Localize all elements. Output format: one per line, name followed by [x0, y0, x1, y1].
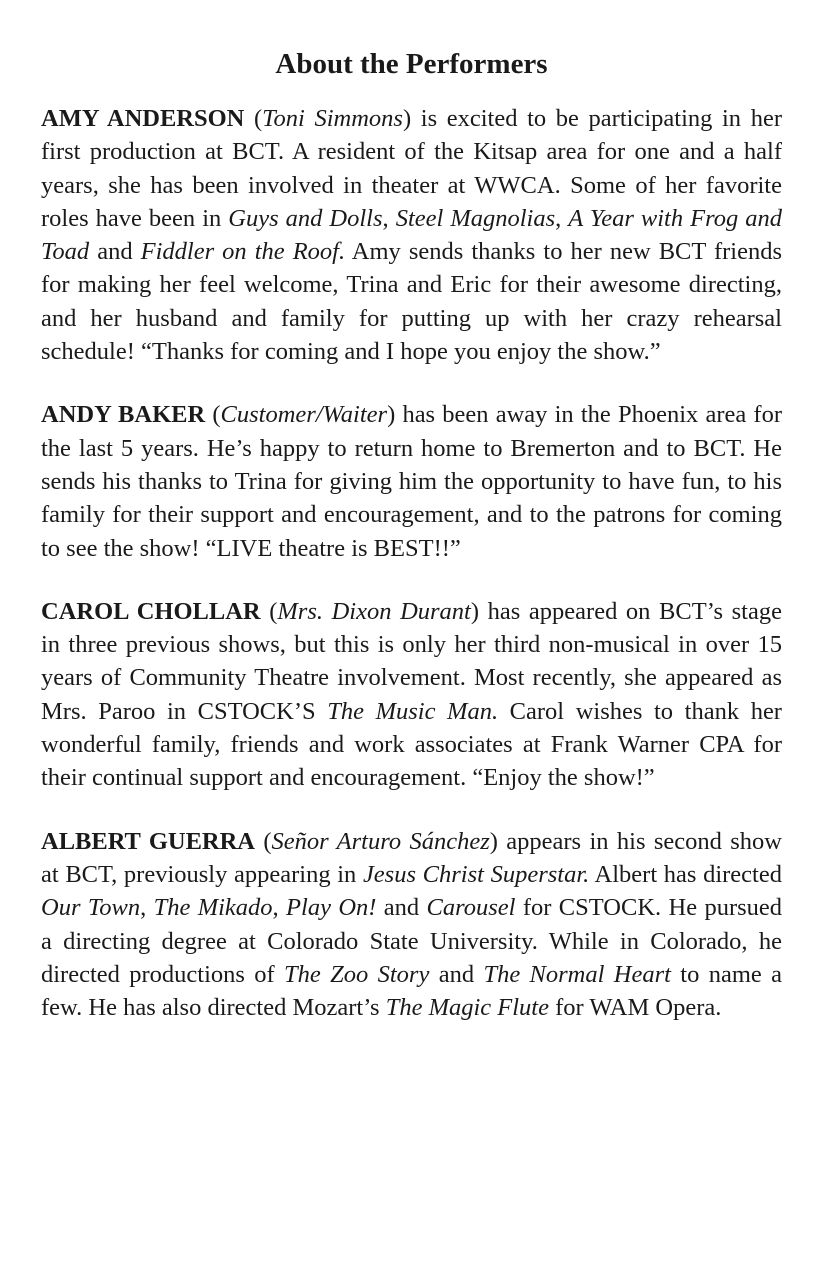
performer-bio: ALBERT GUERRA (Señor Arturo Sánchez) appears in his second show at BCT, previously appearing in Jesus Christ Superstar. Albert has directed Our Town, The Mikado, Play On! and Carousel for CSTOCK. He pursued a directing degree at Colorado State University. While in Colorado, he directed productions of The Zoo Story and The Normal Heart to name a few. He has also directed Mozart’s The Magic Flute for WAM Opera. [41, 827, 783, 1022]
work-title: The Zoo Story [284, 960, 430, 988]
performer-name: ANDY BAKER [41, 401, 206, 429]
bio-text: and [429, 960, 484, 988]
performer-role: Customer/Waiter [220, 401, 388, 429]
bio-text: Carol wishes to thank her wonderful family, friends and work associates at Frank Warner CPA for their continual support and encouragement. “Enjoy the show!” [41, 697, 782, 792]
bio-text: has been away in the Phoenix area for the last 5 years. He’s happy to return home to Bremerton and to BCT. He sends his thanks to Trina for giving him the opportunity to have fun, to his family for their support and encouragement, and to the patrons for coming to see the show! “LIVE theatre is BEST!!” [41, 401, 782, 562]
bio-text: is excited to be participating in her first production at BCT. A resident of the Kitsap area for one and a half years, she has been involved in theater at WWCA. Some of her favorite roles have been in [41, 105, 782, 232]
bio-text: Amy sends thanks to her new BCT friends for making her feel welcome, Trina and Eric for their awesome directing, and her husband and family for putting up with her crazy rehearsal schedule! “Thanks for coming and I hope you enjoy the show.” [41, 238, 782, 366]
performer-bio: ANDY BAKER (Customer/Waiter) has been away in the Phoenix area for the last 5 years. He’s happy to return home to Bremerton and to BCT. He sends his thanks to Trina for giving him the opportunity to have fun, to his family for their support and encouragement, and to the patrons for coming to see the show! “LIVE theatre is BEST!!” [41, 401, 782, 562]
work-title: Steel Magnolias [395, 204, 556, 232]
bio-text: , [382, 204, 396, 232]
bio-text: , [555, 204, 569, 232]
bio-text: for WAM Opera. [548, 994, 722, 1022]
page-title: About the Performers [275, 48, 548, 80]
work-title: Our Town [41, 894, 141, 922]
work-title: The Magic Flute [385, 994, 549, 1022]
performer-name: AMY ANDERSON [41, 105, 245, 132]
performer-bios [41, 102, 782, 1024]
bio-text: for CSTOCK. He pursued a directing degree at Colorado State University. While in Colorado, he directed productions of [41, 894, 783, 988]
bio-text: Albert has directed [589, 860, 782, 888]
bio-text: and [376, 894, 427, 922]
work-title: The Music Man. [327, 697, 499, 725]
work-title: Play On! [286, 894, 377, 922]
work-title: A Year with Frog and Toad [41, 204, 783, 266]
bio-text: to name a few. He has also directed Mozart’s [41, 960, 782, 1022]
work-title: The Mikado [153, 894, 273, 922]
work-title: Fiddler on the Roof. [140, 238, 346, 266]
performer-role: Señor Arturo Sánchez [271, 827, 490, 855]
work-title: Carousel [426, 894, 516, 922]
bio-text: appears in his second show at BCT, previously appearing in [41, 827, 782, 888]
performer-bio: CAROL CHOLLAR (Mrs. Dixon Durant) has appeared on BCT’s stage in three previous shows, but this is only her third non-musical in over 15 years of Community Theatre involvement. Most recently, she appeared as Mrs. Paroo in CSTOCK’S The Music Man. Carol wishes to thank her wonderful family, friends and work associates at Frank Warner CPA for their continual support and encouragement. “Enjoy the show!” [41, 597, 782, 792]
bio-text: and [89, 238, 141, 266]
work-title: The Normal Heart [483, 960, 671, 988]
bio-text: , [272, 894, 287, 922]
performer-name: ALBERT GUERRA [41, 827, 255, 855]
work-title: Guys and Dolls [228, 204, 383, 232]
performer-name: CAROL CHOLLAR [41, 597, 261, 625]
performer-role: Mrs. Dixon Durant [277, 597, 471, 625]
performer-role: Toni Simmons [262, 105, 403, 132]
performer-bio: AMY ANDERSON (Toni Simmons) is excited to be participating in her first production at BCT. A resident of the Kitsap area for one and a half years, she has been involved in theater at WWCA. Some of her favorite roles have been in Guys and Dolls, Steel Magnolias, A Year with Frog and Toad and Fiddler on the Roof. Amy sends thanks to her new BCT friends for making her feel welcome, Trina and Eric for their awesome directing, and her husband and family for putting up with her crazy rehearsal schedule! “Thanks for coming and I hope you enjoy the show.” [41, 105, 783, 366]
work-title: Jesus Christ Superstar. [362, 860, 590, 888]
bio-text: , [140, 894, 154, 922]
bio-text: has appeared on BCT’s stage in three previous shows, but this is only her third non-musical in over 15 years of Community Theatre involvement. Most recently, she appeared as Mrs. Paroo in CSTOCK’S [41, 597, 782, 725]
